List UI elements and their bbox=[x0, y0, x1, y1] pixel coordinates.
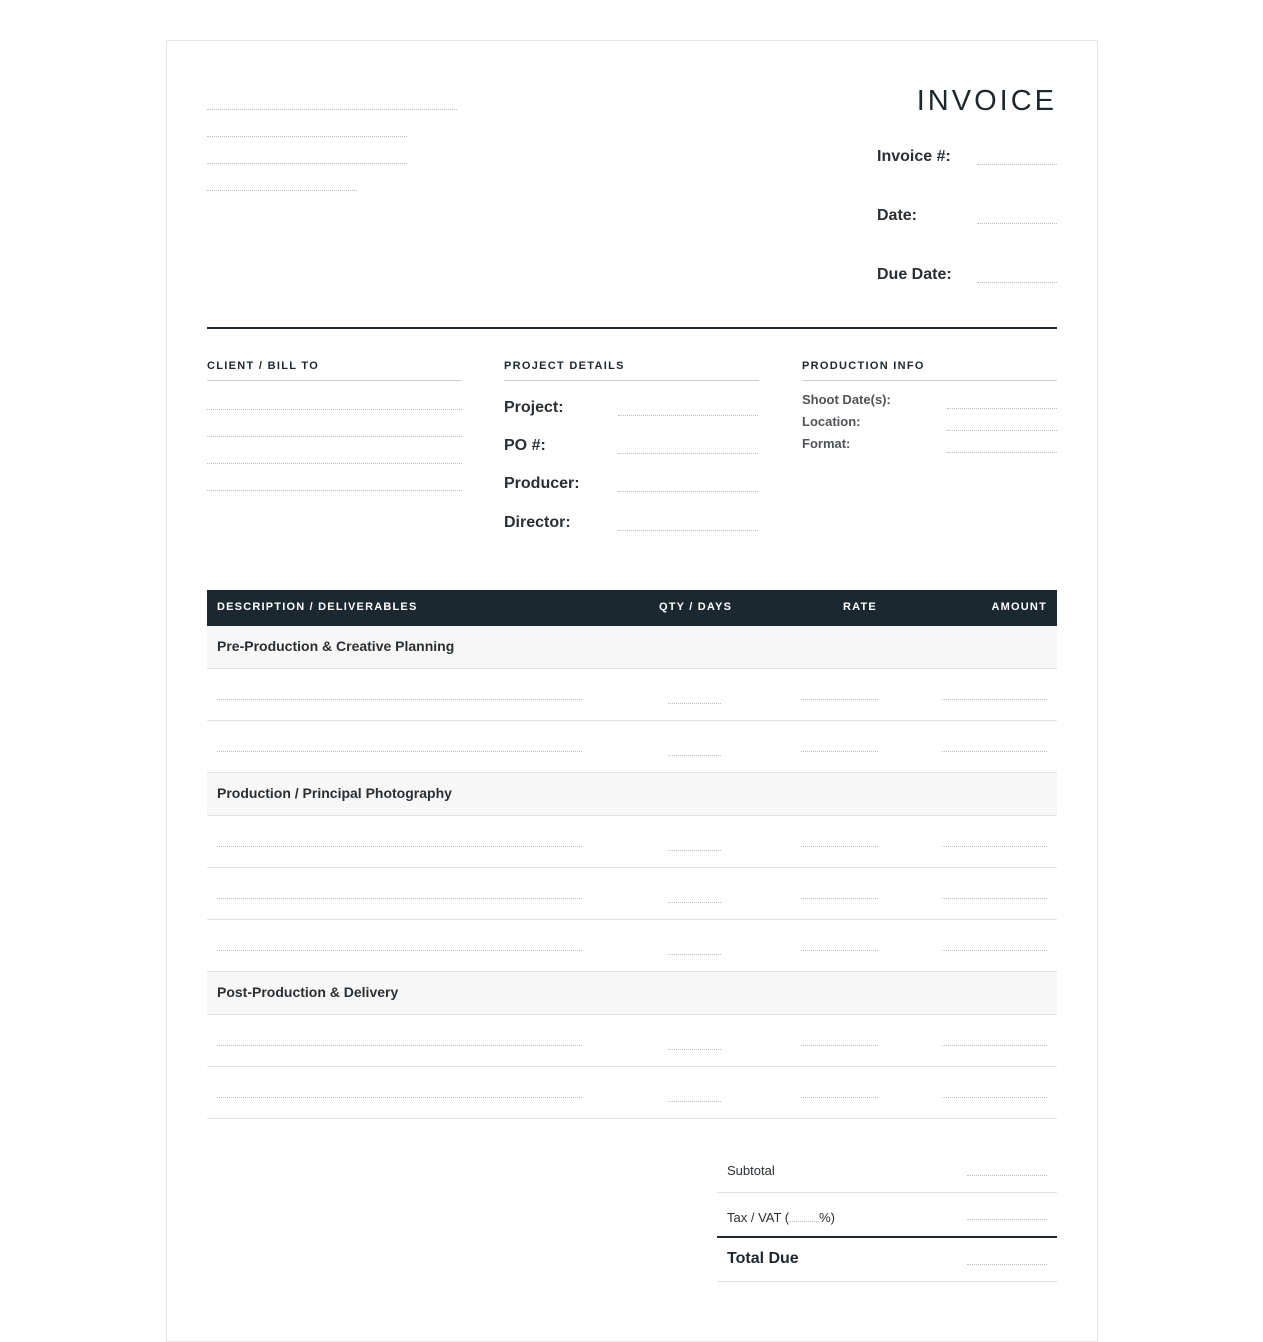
date-field[interactable] bbox=[977, 223, 1057, 224]
column-qty-days: QTY / DAYS bbox=[659, 601, 733, 613]
total-due-top-rule bbox=[717, 1236, 1057, 1238]
shoot-dates-field[interactable] bbox=[947, 408, 1057, 409]
project-label: Project: bbox=[504, 399, 564, 416]
description-field[interactable] bbox=[217, 898, 582, 899]
format-field[interactable] bbox=[947, 452, 1057, 453]
rate-field[interactable] bbox=[801, 751, 878, 752]
client-line-1[interactable] bbox=[207, 409, 462, 410]
director-label: Director: bbox=[504, 514, 571, 531]
project-heading-rule bbox=[504, 380, 759, 381]
description-field[interactable] bbox=[217, 1097, 582, 1098]
tax-amount-field[interactable] bbox=[967, 1219, 1047, 1220]
rate-field[interactable] bbox=[801, 950, 878, 951]
client-line-4[interactable] bbox=[207, 490, 462, 491]
qty-field[interactable] bbox=[668, 703, 721, 704]
table-row bbox=[207, 1015, 1057, 1067]
line-items-header bbox=[207, 590, 1057, 626]
amount-field[interactable] bbox=[942, 898, 1047, 899]
column-description: DESCRIPTION / DELIVERABLES bbox=[217, 601, 418, 613]
description-field[interactable] bbox=[217, 751, 582, 752]
section-label: Post-Production & Delivery bbox=[217, 984, 399, 1000]
rate-field[interactable] bbox=[801, 699, 878, 700]
shoot-dates-label: Shoot Date(s): bbox=[802, 392, 891, 407]
project-heading: PROJECT DETAILS bbox=[504, 360, 625, 372]
invoice-title: INVOICE bbox=[916, 85, 1057, 117]
sender-line-3[interactable] bbox=[207, 163, 407, 164]
column-rate: RATE bbox=[843, 601, 877, 613]
invoice-number-label: Invoice #: bbox=[877, 148, 951, 165]
client-line-2[interactable] bbox=[207, 436, 462, 437]
rate-field[interactable] bbox=[801, 898, 878, 899]
section-label: Pre-Production & Creative Planning bbox=[217, 638, 455, 654]
format-label: Format: bbox=[802, 436, 851, 451]
rate-field[interactable] bbox=[801, 846, 878, 847]
rate-field[interactable] bbox=[801, 1097, 878, 1098]
po-field[interactable] bbox=[618, 453, 758, 454]
description-field[interactable] bbox=[217, 846, 582, 847]
column-amount: AMOUNT bbox=[991, 601, 1047, 613]
location-label: Location: bbox=[802, 414, 861, 429]
subtotal-label: Subtotal bbox=[727, 1163, 775, 1178]
rate-field[interactable] bbox=[801, 1045, 878, 1046]
section-row-production bbox=[207, 773, 1057, 816]
total-due-label: Total Due bbox=[727, 1250, 799, 1267]
client-heading: CLIENT / BILL TO bbox=[207, 360, 320, 372]
qty-field[interactable] bbox=[668, 902, 721, 903]
amount-field[interactable] bbox=[942, 1097, 1047, 1098]
table-row bbox=[207, 669, 1057, 721]
sender-line-2[interactable] bbox=[207, 136, 407, 137]
qty-field[interactable] bbox=[668, 954, 721, 955]
sender-line-4[interactable] bbox=[207, 190, 357, 191]
tax-label bbox=[727, 1210, 835, 1225]
description-field[interactable] bbox=[217, 950, 582, 951]
section-label: Production / Principal Photography bbox=[217, 785, 452, 801]
date-label: Date: bbox=[877, 207, 918, 224]
sender-line-1[interactable] bbox=[207, 109, 457, 110]
due-date-label: Due Date: bbox=[877, 266, 952, 283]
client-heading-rule bbox=[207, 380, 462, 381]
qty-field[interactable] bbox=[668, 755, 721, 756]
amount-field[interactable] bbox=[942, 699, 1047, 700]
tax-label-prefix: Tax / VAT ( bbox=[727, 1210, 790, 1225]
client-line-3[interactable] bbox=[207, 463, 462, 464]
subtotal-rule bbox=[717, 1192, 1057, 1193]
section-row-post-production bbox=[207, 972, 1057, 1015]
production-heading: PRODUCTION INFO bbox=[802, 360, 925, 372]
production-heading-rule bbox=[802, 380, 1057, 381]
subtotal-field[interactable] bbox=[967, 1175, 1047, 1176]
amount-field[interactable] bbox=[942, 846, 1047, 847]
section-row-pre-production bbox=[207, 626, 1057, 669]
invoice-number-field[interactable] bbox=[977, 164, 1057, 165]
amount-field[interactable] bbox=[942, 950, 1047, 951]
due-date-field[interactable] bbox=[977, 282, 1057, 283]
total-due-field[interactable] bbox=[967, 1264, 1047, 1265]
producer-label: Producer: bbox=[504, 475, 580, 492]
qty-field[interactable] bbox=[668, 1101, 721, 1102]
tax-label-suffix: %) bbox=[819, 1210, 836, 1225]
tax-rate-field[interactable] bbox=[789, 1221, 819, 1222]
table-row bbox=[207, 1067, 1057, 1119]
project-field[interactable] bbox=[618, 415, 758, 416]
producer-field[interactable] bbox=[618, 491, 758, 492]
description-field[interactable] bbox=[217, 1045, 582, 1046]
amount-field[interactable] bbox=[942, 1045, 1047, 1046]
location-field[interactable] bbox=[947, 430, 1057, 431]
table-row bbox=[207, 868, 1057, 920]
table-row bbox=[207, 816, 1057, 868]
header-divider bbox=[207, 327, 1057, 329]
description-field[interactable] bbox=[217, 699, 582, 700]
amount-field[interactable] bbox=[942, 751, 1047, 752]
total-due-bottom-rule bbox=[717, 1281, 1057, 1282]
director-field[interactable] bbox=[618, 530, 758, 531]
po-label: PO #: bbox=[504, 437, 546, 454]
table-row bbox=[207, 721, 1057, 773]
qty-field[interactable] bbox=[668, 1049, 721, 1050]
table-row bbox=[207, 920, 1057, 972]
invoice-page bbox=[166, 40, 1098, 1342]
qty-field[interactable] bbox=[668, 850, 721, 851]
